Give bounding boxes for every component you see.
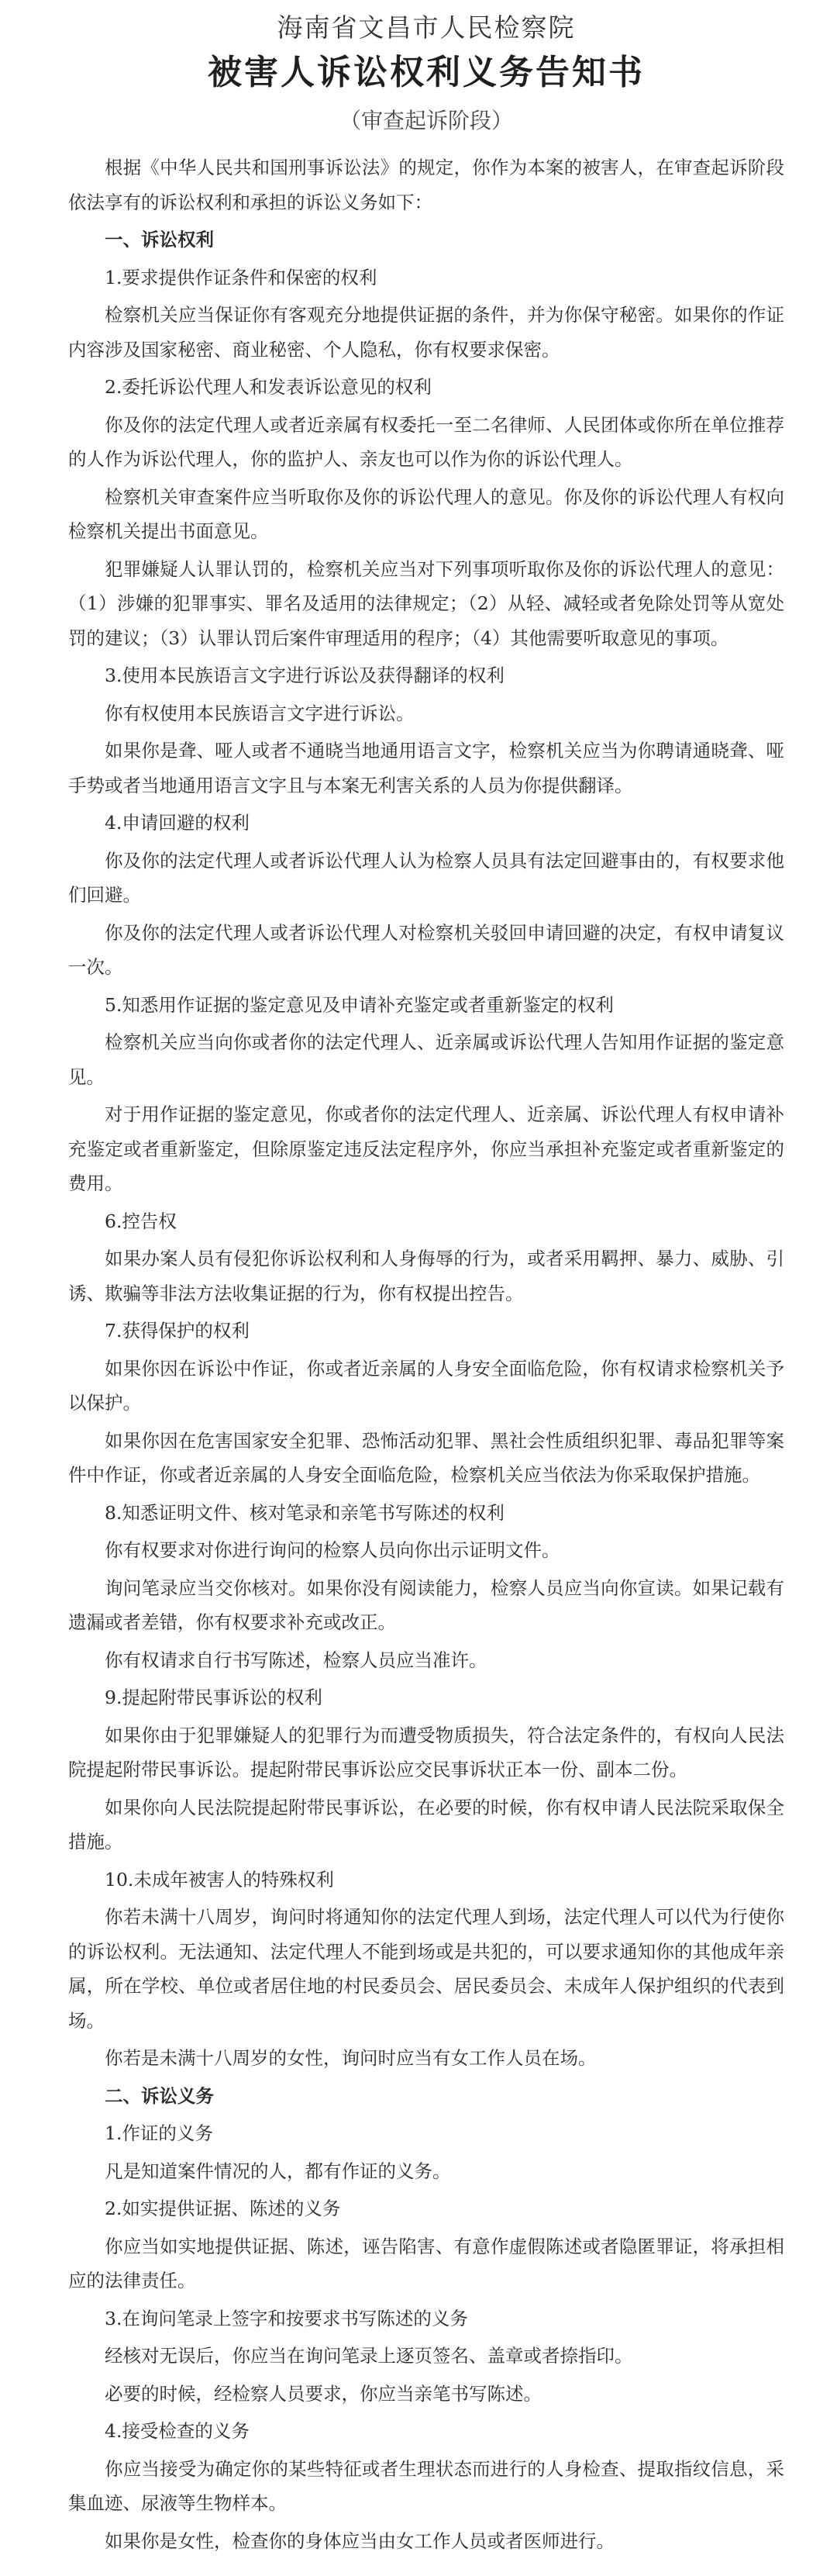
paragraph: 你有权请求自行书写陈述，检察人员应当准许。 bbox=[105, 1649, 487, 1671]
section-heading: 二、诉讼义务 bbox=[105, 2084, 214, 2107]
paragraph: 如果你因在诉讼中作证，你或者近亲属的人身安全面临危险，你有权请求检察机关予以保护。 bbox=[68, 1357, 784, 1414]
item-heading: 6.控告权 bbox=[105, 1210, 177, 1232]
paragraph: 询问笔录应当交你核对。如果你没有阅读能力，检察人员应当向你宣读。如果记载有遗漏或者差错，你有权要求补充或改正。 bbox=[68, 1576, 784, 1633]
item-heading: 8.知悉证明文件、核对笔录和亲笔书写陈述的权利 bbox=[105, 1501, 505, 1524]
paragraph: 对于用作证据的鉴定意见，你或者你的法定代理人、近亲属、诉讼代理人有权申请补充鉴定或者重新鉴定，但除原鉴定违反法定程序外，你应当承担补充鉴定或者重新鉴定的费用。 bbox=[68, 1103, 784, 1194]
paragraph: 如果你由于犯罪嫌疑人的犯罪行为而遭受物质损失，符合法定条件的，有权向人民法院提起附带民事诉讼。提起附带民事诉讼应交民事诉状正本一份、副本二份。 bbox=[68, 1724, 784, 1780]
paragraph: 你应当如实地提供证据、陈述，诬告陷害、有意作虚假陈述或者隐匿罪证，将承担相应的法律责任。 bbox=[68, 2235, 784, 2291]
item-heading: 1.作证的义务 bbox=[105, 2122, 213, 2144]
paragraph: 你应当接受为确定你的某些特征或者生理状态而进行的人身检查、提取指纹信息，采集血迹、尿液等生物样本。 bbox=[68, 2457, 784, 2514]
paragraph: 检察机关应当向你或者你的法定代理人、近亲属或诉讼代理人告知用作证据的鉴定意见。 bbox=[68, 1031, 784, 1088]
paragraph: 如果你因在危害国家安全犯罪、恐怖活动犯罪、黑社会性质组织犯罪、毒品犯罪等案件中作证，你或者近亲属的人身安全面临危险，检察机关应当依法为你采取保护措施。 bbox=[68, 1429, 784, 1486]
paragraph: 检察机关审查案件应当听取你及你的诉讼代理人的意见。你及你的诉讼代理人有权向检察机关提出书面意见。 bbox=[68, 485, 784, 542]
section-heading: 一、诉讼权利 bbox=[105, 229, 214, 250]
item-heading: 7.获得保护的权利 bbox=[105, 1320, 250, 1342]
paragraph: 犯罪嫌疑人认罪认罚的，检察机关应当对下列事项听取你及你的诉讼代理人的意见：（1）涉嫌的犯罪事实、罪名及适用的法律规定；（2）从轻、减轻或者免除处罚等从宽处罚的建议；（3）认罪认罚后案件审理适用的程序；（4）其他需要听取意见的事项。 bbox=[68, 558, 784, 649]
item-heading: 10.未成年被害人的特殊权利 bbox=[105, 1868, 334, 1891]
paragraph: 你及你的法定代理人或者诉讼代理人对检察机关驳回申请回避的决定，有权申请复议一次。 bbox=[68, 921, 784, 978]
paragraph: 你若是未满十八周岁的女性，询问时应当有女工作人员在场。 bbox=[105, 2047, 597, 2069]
paragraph: 经核对无误后，你应当在询问笔录上逐页签名、盖章或者捺指印。 bbox=[105, 2345, 633, 2367]
paragraph: 凡是知道案件情况的人，都有作证的义务。 bbox=[105, 2160, 451, 2182]
paragraph: 如果你是女性，检查你的身体应当由女工作人员或者医师进行。 bbox=[105, 2529, 615, 2552]
document-stage: （审查起诉阶段） bbox=[339, 108, 513, 133]
item-heading: 3.在询问笔录上签字和按要求书写陈述的义务 bbox=[105, 2307, 468, 2329]
paragraph: 如果办案人员有侵犯你诉讼权利和人身侮辱的行为，或者采用羁押、暴力、威胁、引诱、欺骗等非法方法收集证据的行为，你有权提出控告。 bbox=[68, 1248, 784, 1304]
item-heading: 5.知悉用作证据的鉴定意见及申请补充鉴定或者重新鉴定的权利 bbox=[105, 993, 614, 1016]
item-heading: 9.提起附带民事诉讼的权利 bbox=[105, 1687, 322, 1708]
paragraph: 如果你向人民法院提起附带民事诉讼，在必要的时候，你有权申请人民法院采取保全措施。 bbox=[68, 1796, 784, 1853]
item-heading: 4.申请回避的权利 bbox=[105, 812, 250, 834]
item-heading: 2.如实提供证据、陈述的义务 bbox=[105, 2198, 341, 2219]
item-heading: 4.接受检查的义务 bbox=[105, 2420, 250, 2442]
paragraph: 如果你是聋、哑人或者不通晓当地通用语言文字，检察机关应当为你聘请通晓聋、哑手势或者当地通用语言文字且与本案无利害关系的人员为你提供翻译。 bbox=[68, 740, 784, 796]
item-heading: 3.使用本民族语言文字进行诉讼及获得翻译的权利 bbox=[105, 665, 505, 686]
issuing-organization: 海南省文昌市人民检察院 bbox=[277, 12, 576, 43]
document-title: 被害人诉讼权利义务告知书 bbox=[208, 53, 645, 92]
item-heading: 2.委托诉讼代理人和发表诉讼意见的权利 bbox=[105, 376, 432, 398]
paragraph: 根据《中华人民共和国刑事诉讼法》的规定，你作为本案的被害人，在审查起诉阶段依法享有的诉讼权利和承担的诉讼义务如下： bbox=[68, 157, 784, 213]
paragraph: 你若未满十八周岁，询问时将通知你的法定代理人到场，法定代理人可以代为行使你的诉讼权利。无法通知、法定代理人不能到场或是共犯的，可以要求通知你的其他成年亲属，所在学校、单位或者居住地的村民委员会、居民委员会、未成年人保护组织的代表到场。 bbox=[68, 1906, 784, 2032]
paragraph: 你有权使用本民族语言文字进行诉讼。 bbox=[105, 702, 415, 724]
paragraph: 检察机关应当保证你有客观充分地提供证据的条件，并为你保守秘密。如果你的作证内容涉及国家秘密、商业秘密、个人隐私，你有权要求保密。 bbox=[68, 304, 784, 361]
item-heading: 1.要求提供作证条件和保密的权利 bbox=[105, 266, 377, 288]
paragraph: 必要的时候，经检察人员要求，你应当亲笔书写陈述。 bbox=[105, 2382, 542, 2405]
paragraph: 你有权要求对你进行询问的检察人员向你出示证明文件。 bbox=[105, 1539, 560, 1561]
paragraph: 你及你的法定代理人或者诉讼代理人认为检察人员具有法定回避事由的，有权要求他们回避。 bbox=[68, 849, 784, 906]
paragraph: 你及你的法定代理人或者近亲属有权委托一至二名律师、人民团体或你所在单位推荐的人作为诉讼代理人，你的监护人、亲友也可以作为你的诉讼代理人。 bbox=[68, 413, 784, 470]
document-body bbox=[68, 150, 784, 2558]
